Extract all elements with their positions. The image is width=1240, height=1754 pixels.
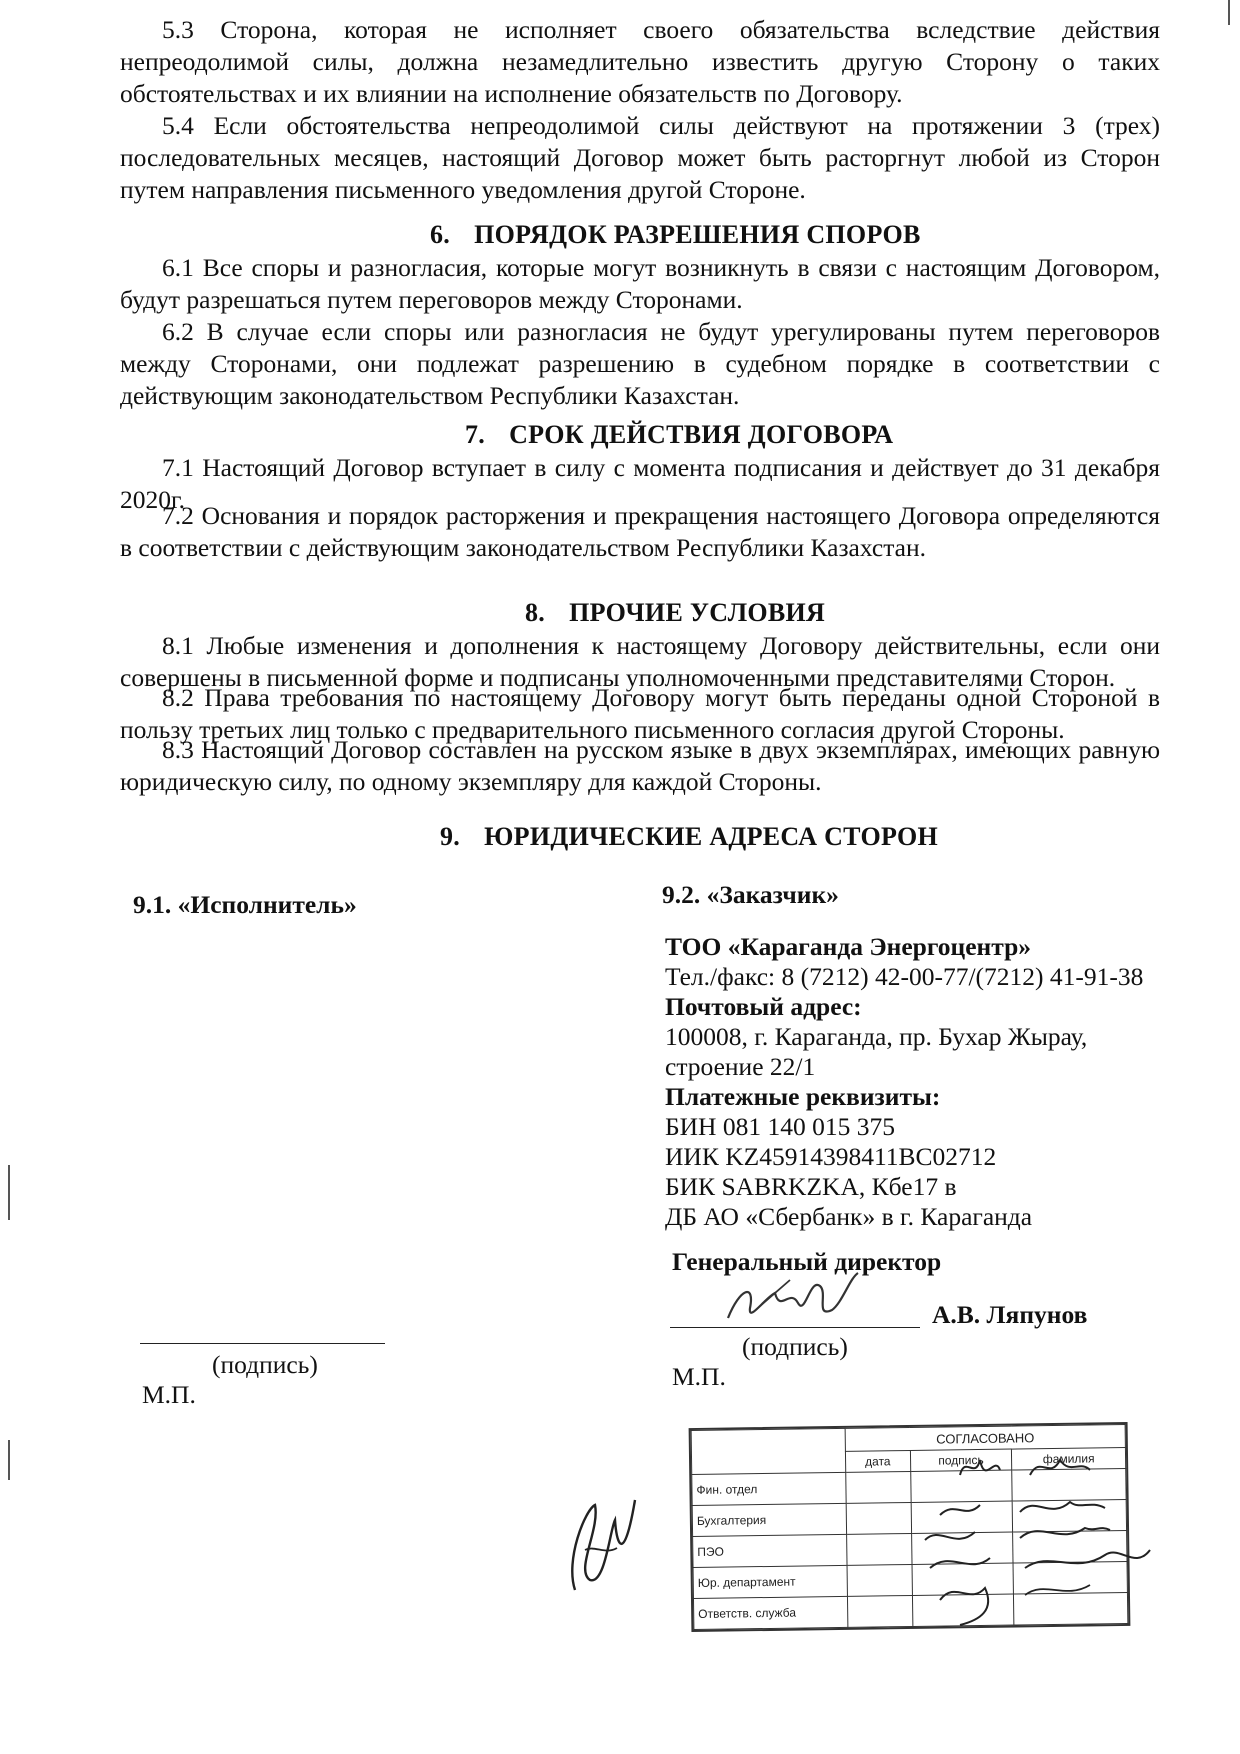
section-title: ЮРИДИЧЕСКИЕ АДРЕСА СТОРОН [484, 822, 939, 851]
customer-position: Генеральный директор [672, 1247, 942, 1276]
paragraph-6-1-text: 6.1 Все споры и разногласия, которые могут возникнуть в связи с настоящим Договором, будут разрешаться путем переговоров между Сторонами. [120, 253, 1160, 314]
customer-bank: ДБ АО «Сбербанк» в г. Караганда [665, 1202, 1033, 1231]
approval-col-signature: подпись [910, 1449, 1012, 1471]
scan-mark [1228, 0, 1230, 25]
executor-heading: 9.1. «Исполнитель» [133, 890, 357, 919]
approval-corner-cell [691, 1428, 846, 1474]
paragraph-8-3 [120, 734, 1160, 798]
customer-company: ТОО «Караганда Энергоцентр» [665, 932, 1032, 961]
approval-row-label: ПЭО [693, 1534, 847, 1567]
paragraph-8-3-text: 8.3 Настоящий Договор составлен на русском языке в двух экземплярах, имеющих равную юридическую силу, по одному экземпляру для каждой Стороны. [120, 735, 1160, 796]
paragraph-5-4-text: 5.4 Если обстоятельства непреодолимой силы действуют на протяжении 3 (трех) последовательных месяцев, настоящий Договор может быть расторгнут любой из Сторон путем направления письменного уведомления другой Стороне. [120, 111, 1160, 204]
customer-signature-caption: (подпись) [742, 1332, 848, 1361]
section-title: ПОРЯДОК РАЗРЕШЕНИЯ СПОРОВ [474, 220, 921, 249]
section-title: ПРОЧИЕ УСЛОВИЯ [569, 598, 826, 627]
customer-phone: Тел./факс: 8 (7212) 42-00-77/(7212) 41-91-38 [665, 962, 1144, 991]
paragraph-8-1-text: 8.1 Любые изменения и дополнения к настоящему Договору действительны, если они совершены в письменной форме и подписаны уполномоченными представителями Сторон. [120, 631, 1160, 692]
executor-stamp-place: М.П. [142, 1380, 196, 1409]
approval-col-surname: фамилия [1012, 1447, 1126, 1470]
section-number: 6. [430, 220, 451, 249]
paragraph-5-3-text: 5.3 Сторона, которая не исполняет своего обязательства вследствие действия непреодолимой силы, должна незамедлительно известить другую Сторону о таких обстоятельствах и их влиянии на исполнение обязательств по Договору. [120, 15, 1160, 108]
customer-iik: ИИК KZ45914398411BC02712 [665, 1142, 997, 1171]
paragraph-7-2 [120, 500, 1160, 564]
customer-postal-label: Почтовый адрес: [665, 992, 862, 1021]
customer-bik: БИК SABRKZKA, Кбе17 в [665, 1172, 957, 1201]
scan-mark [8, 1440, 10, 1480]
scan-mark [8, 1165, 10, 1220]
section-number: 7. [465, 420, 486, 449]
customer-details [665, 932, 1143, 1232]
paragraph-6-1 [120, 252, 1160, 316]
paragraph-6-2 [120, 316, 1160, 412]
section-number: 9. [440, 822, 461, 851]
approval-row-label: Фин. отдел [692, 1472, 846, 1505]
paragraph-5-3 [120, 14, 1160, 110]
customer-bank-label: Платежные реквизиты: [665, 1082, 941, 1111]
customer-postal-line1: 100008, г. Караганда, пр. Бухар Жырау, [665, 1022, 1088, 1051]
approval-row-label: Юр. департамент [693, 1565, 847, 1598]
customer-signature-line [670, 1327, 920, 1328]
approval-title: СОГЛАСОВАНО [845, 1424, 1125, 1451]
executor-signature-line [140, 1343, 385, 1344]
paragraph-7-1-text: 7.1 Настоящий Договор вступает в силу с момента подписания и действует до 31 декабря 2020г. [120, 453, 1160, 514]
section-heading-9 [440, 822, 938, 852]
customer-bin: БИН 081 140 015 375 [665, 1112, 895, 1141]
customer-signer-name: А.В. Ляпунов [932, 1300, 1088, 1329]
customer-heading: 9.2. «Заказчик» [662, 880, 839, 909]
paragraph-5-4 [120, 110, 1160, 206]
executor-signature-caption: (подпись) [212, 1350, 318, 1379]
section-number: 8. [525, 598, 546, 627]
approval-signatures [900, 1440, 1160, 1640]
section-title: СРОК ДЕЙСТВИЯ ДОГОВОРА [509, 420, 894, 449]
section-heading-7 [465, 420, 893, 450]
paragraph-7-2-text: 7.2 Основания и порядок расторжения и прекращения настоящего Договора определяются в соответствии с действующим законодательством Республики Казахстан. [120, 501, 1160, 562]
approval-col-date: дата [845, 1450, 910, 1472]
initials-signature [555, 1490, 645, 1600]
approval-row-label: Ответств. служба [693, 1596, 847, 1629]
section-heading-8 [525, 598, 825, 628]
paragraph-8-2-text: 8.2 Права требования по настоящему Договору могут быть переданы одной Стороной в пользу третьих лиц только с предварительного письменного согласия другой Стороны. [120, 683, 1160, 744]
customer-stamp-place: М.П. [672, 1362, 726, 1391]
section-heading-6 [430, 220, 921, 250]
approval-row-label: Бухгалтерия [692, 1503, 846, 1536]
paragraph-6-2-text: 6.2 В случае если споры или разногласия не будут урегулированы путем переговоров между Сторонами, они подлежат разрешению в судебном порядке в соответствии с действующим законодательством Республики Казахстан. [120, 317, 1160, 410]
customer-postal-line2: строение 22/1 [665, 1052, 816, 1081]
